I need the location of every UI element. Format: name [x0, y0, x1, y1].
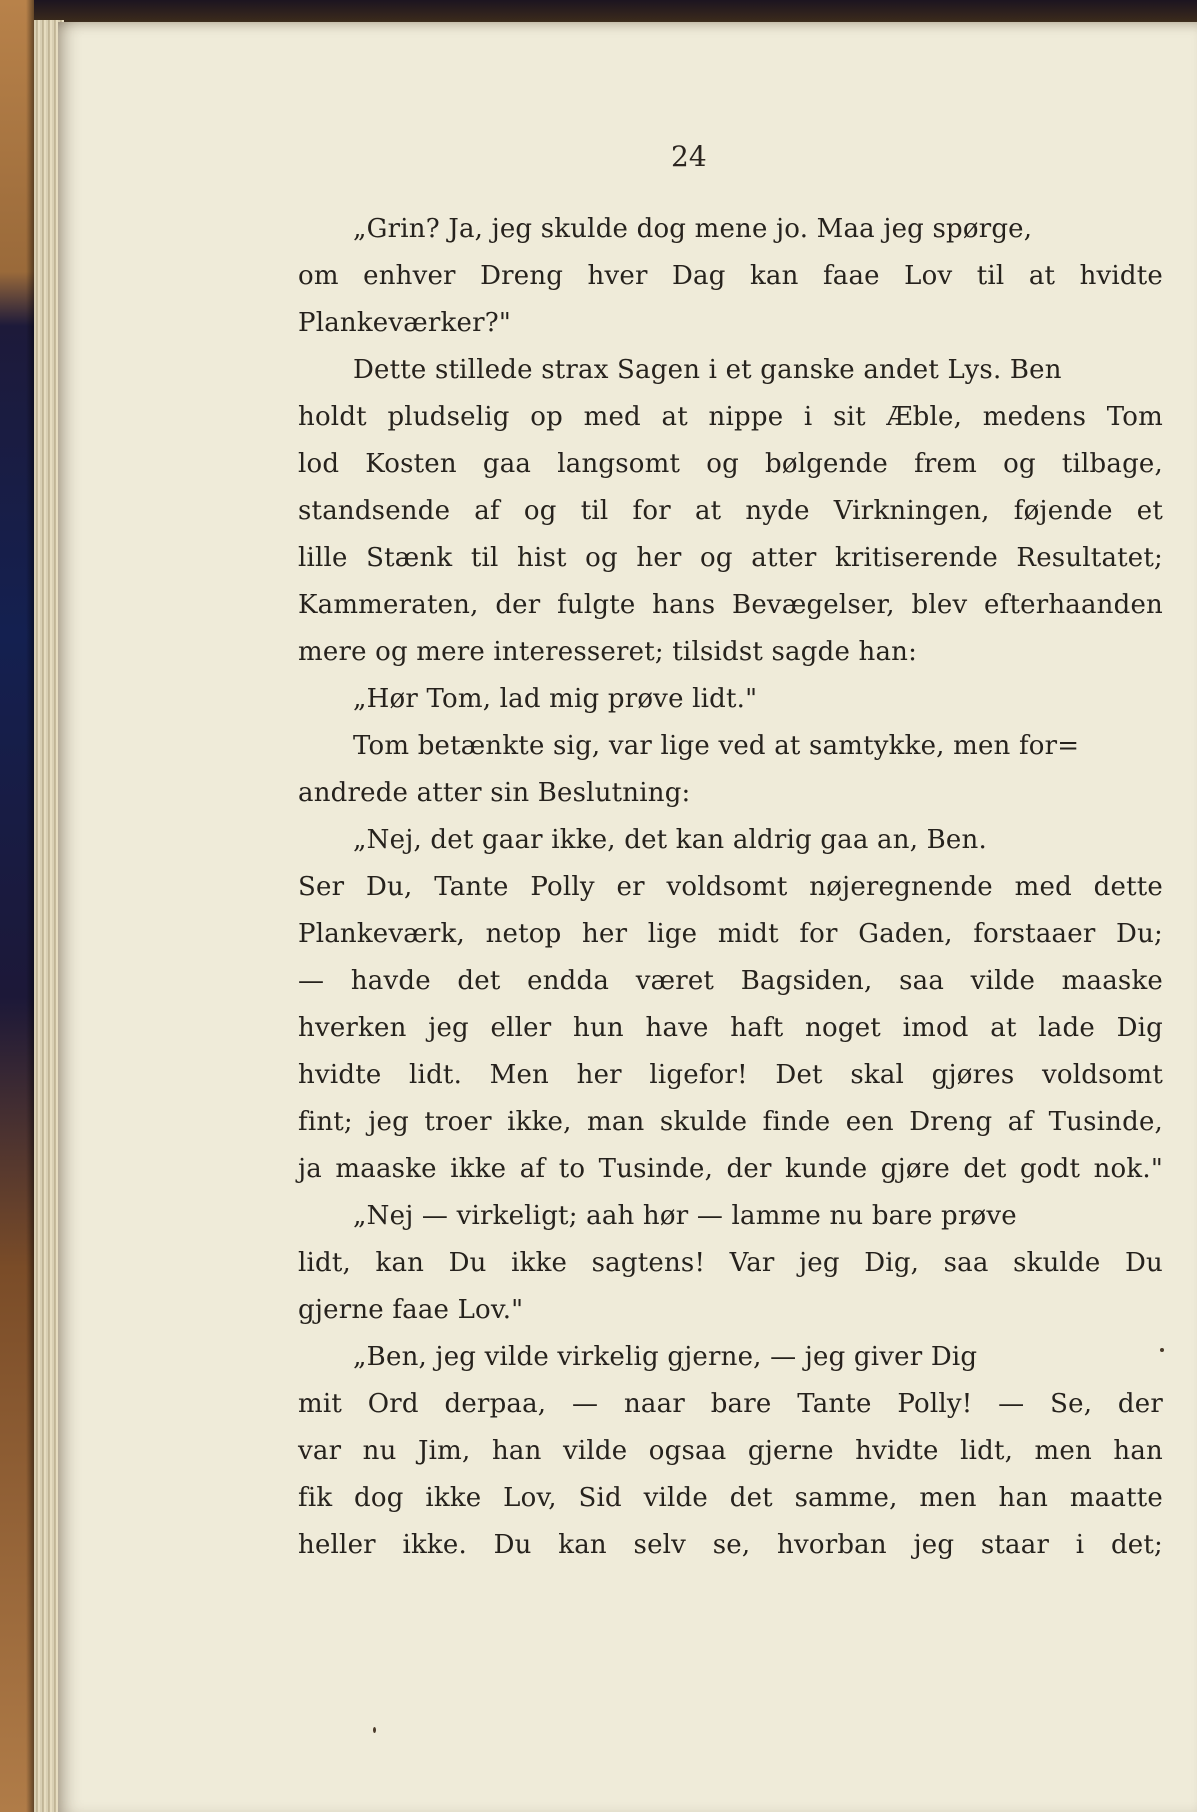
text-line: hvidte lidt. Men her ligefor! Det skal gjøres voldsomt	[298, 1060, 1163, 1090]
book-cover-edge	[0, 0, 34, 1812]
text-line: gjerne faae Lov."	[298, 1295, 524, 1325]
text-line: andrede atter sin Beslutning:	[298, 778, 691, 808]
text-line: „Hør Tom, lad mig prøve lidt."	[353, 684, 758, 714]
text-line: mit Ord derpaa, — naar bare Tante Polly! — Se, der	[298, 1389, 1163, 1419]
book-page	[58, 22, 1197, 1812]
text-line: hverken jeg eller hun have haft noget imod at lade Dig	[298, 1013, 1163, 1043]
paper-speck	[1160, 1348, 1164, 1352]
text-line: mere og mere interesseret; tilsidst sagde han:	[298, 637, 918, 667]
page-number: 24	[671, 140, 707, 173]
text-line: fik dog ikke Lov, Sid vilde det samme, men han maatte	[298, 1483, 1163, 1513]
text-line: lille Stænk til hist og her og atter kritiserende Resultatet;	[298, 543, 1163, 573]
text-line: „Nej, det gaar ikke, det kan aldrig gaa an, Ben.	[353, 825, 987, 855]
text-line: fint; jeg troer ikke, man skulde finde een Dreng af Tusinde,	[298, 1107, 1163, 1137]
text-line: var nu Jim, han vilde ogsaa gjerne hvidte lidt, men han	[298, 1436, 1163, 1466]
text-line: ja maaske ikke af to Tusinde, der kunde gjøre det godt nok."	[298, 1154, 1163, 1184]
paper-speck	[373, 1727, 376, 1733]
text-line: lidt, kan Du ikke sagtens! Var jeg Dig, saa skulde Du	[298, 1248, 1163, 1278]
text-line: Kammeraten, der fulgte hans Bevægelser, blev efterhaanden	[298, 590, 1163, 620]
text-line: „Nej — virkeligt; aah hør — lamme nu bare prøve	[353, 1201, 1017, 1231]
text-line: standsende af og til for at nyde Virkningen, føjende et	[298, 496, 1163, 526]
text-line: „Grin? Ja, jeg skulde dog mene jo. Maa jeg spørge,	[353, 214, 1033, 244]
text-line: — havde det endda været Bagsiden, saa vilde maaske	[298, 966, 1163, 996]
text-line: Plankeværker?"	[298, 308, 512, 338]
text-line: holdt pludselig op med at nippe i sit Æble, medens Tom	[298, 402, 1163, 432]
text-line: Tom betænkte sig, var lige ved at samtykke, men for=	[353, 731, 1080, 761]
text-line: „Ben, jeg vilde virkelig gjerne, — jeg giver Dig	[353, 1342, 978, 1372]
text-line: om enhver Dreng hver Dag kan faae Lov til at hvidte	[298, 261, 1163, 291]
text-line: lod Kosten gaa langsomt og bølgende frem og tilbage,	[298, 449, 1163, 479]
text-line: Dette stillede strax Sagen i et ganske andet Lys. Ben	[353, 355, 1062, 385]
text-line: Ser Du, Tante Polly er voldsomt nøjeregnende med dette	[298, 872, 1163, 902]
text-line: heller ikke. Du kan selv se, hvorban jeg staar i det;	[298, 1530, 1163, 1560]
text-line: Plankeværk, netop her lige midt for Gaden, forstaaer Du;	[298, 919, 1163, 949]
